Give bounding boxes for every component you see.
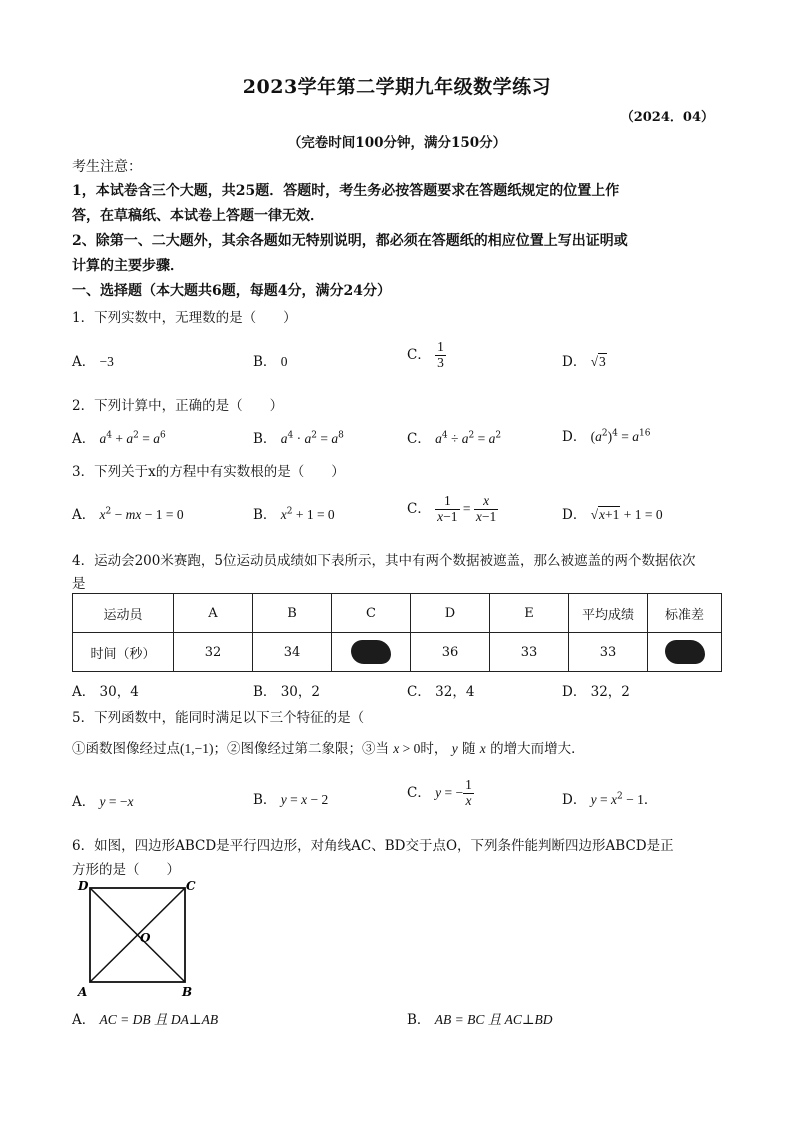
ink-blot [665, 640, 705, 664]
table-header-cell: D [411, 594, 490, 633]
table-cell-covered [648, 633, 722, 672]
question-5-stem: 5．下列函数中，能同时满足以下三个特征的是（ [72, 710, 365, 726]
results-table [72, 593, 722, 672]
q2-option-a: A． $a^4 + a^2 = a^6$ [72, 430, 166, 447]
vertex-b-label: B [182, 985, 193, 999]
q3-option-d: D． √x+1 + 1 = 0 [562, 507, 663, 523]
center-o-label: O [140, 931, 151, 945]
q2-option-c: C． $a^4 \div a^2 = a^2$ [407, 430, 502, 447]
exam-subtitle: （完卷时间100分钟，满分150分） [287, 135, 507, 151]
question-4-stem: 4．运动会200米赛跑，5位运动员成绩如下表所示，其中有两个数据被遮盖，那么被遮盖的两个数据依次 [72, 553, 696, 569]
notice-line: 计算的主要步骤． [72, 258, 184, 274]
q2-option-b: B． $a^4 \cdot a^2 = a^8$ [253, 430, 344, 447]
q3-option-b: B． $x^2 + 1 = 0$ [253, 506, 335, 523]
vertex-a-label: A [78, 985, 88, 999]
q4-option-c: C． 32，4 [407, 684, 475, 700]
q3-option-c: C． $\frac{1}{x-1}$ = $\frac{x}{x-1}$ [407, 493, 497, 524]
question-6-stem-cont: 方形的是（ ） [72, 862, 180, 878]
vertex-c-label: C [186, 879, 196, 893]
section-heading: 一、选择题（本大题共6题，每题4分，满分24分） [72, 283, 391, 299]
notice-line: 1，本试卷含三个大题，共25题．答题时，考生务必按答题要求在答题纸规定的位置上作 [72, 183, 620, 199]
table-header-cell: 平均成绩 [569, 594, 648, 633]
table-row-label: 时间（秒） [73, 633, 174, 672]
question-5-features: ①函数图像经过点(1,−1)；②图像经过第二象限；③当 x > 0时， y 随 x 的增大而增大． [72, 741, 585, 757]
q4-option-d: D． 32，2 [562, 684, 630, 700]
question-3-stem: 3．下列关于x的方程中有实数根的是（ ） [72, 464, 345, 480]
square-figure [74, 878, 204, 1000]
q5-option-c: C． y = − $\frac{1}{x}$ [407, 777, 472, 808]
table-header-cell: C [332, 594, 411, 633]
q1-option-a: A． −3 [72, 354, 114, 370]
table-header-cell: A [174, 594, 253, 633]
question-4-stem-cont: 是 [72, 576, 86, 592]
vertex-d-label: D [78, 879, 89, 893]
table-cell: 34 [253, 633, 332, 672]
table-header-cell: 标准差 [648, 594, 722, 633]
notice-line: 2、除第一、二大题外，其余各题如无特别说明，都必须在答题纸的相应位置上写出证明或 [72, 233, 628, 249]
table-cell: 36 [411, 633, 490, 672]
q6-option-a: A． AC = DB 且 DA⊥AB [72, 1012, 219, 1028]
q4-option-a: A． 30，4 [72, 684, 139, 700]
q5-option-d: D． $y = x^2 - 1$． [562, 791, 658, 808]
q1-option-d: D． √3 [562, 354, 606, 370]
notice-heading: 考生注意： [72, 159, 142, 175]
page-title: 2023学年第二学期九年级数学练习 [242, 76, 552, 98]
table-header-cell: E [490, 594, 569, 633]
table-cell-covered [332, 633, 411, 672]
table-header-cell: 运动员 [73, 594, 174, 633]
table-cell: 33 [490, 633, 569, 672]
q6-option-b: B． AB = BC 且 AC⊥BD [407, 1012, 553, 1028]
q1-option-b: B． 0 [253, 354, 288, 370]
table-header-row [73, 594, 722, 633]
ink-blot [351, 640, 391, 664]
notice-line: 答，在草稿纸、本试卷上答题一律无效． [72, 208, 324, 224]
q1-option-c: C． $\frac{1}{3}$ [407, 339, 444, 370]
question-2-stem: 2．下列计算中，正确的是（ ） [72, 398, 284, 414]
question-1-stem: 1．下列实数中，无理数的是（ ） [72, 310, 297, 326]
q3-option-a: A． $x^2$ − mx − 1 = 0 [72, 506, 184, 523]
q5-option-a: A． y = −x [72, 794, 134, 810]
table-cell: 33 [569, 633, 648, 672]
table-cell: 32 [174, 633, 253, 672]
question-6-stem: 6．如图，四边形ABCD是平行四边形，对角线AC、BD交于点O，下列条件能判断四边形ABCD是正 [72, 838, 674, 854]
q2-option-d: D． $(a^2)^4 = a^{16}$ [562, 428, 651, 445]
table-header-cell: B [253, 594, 332, 633]
q5-option-b: B． y = x − 2 [253, 792, 329, 808]
exam-date: （2024．04） [620, 110, 714, 125]
q4-option-b: B． 30，2 [253, 684, 320, 700]
table-row [73, 633, 722, 672]
